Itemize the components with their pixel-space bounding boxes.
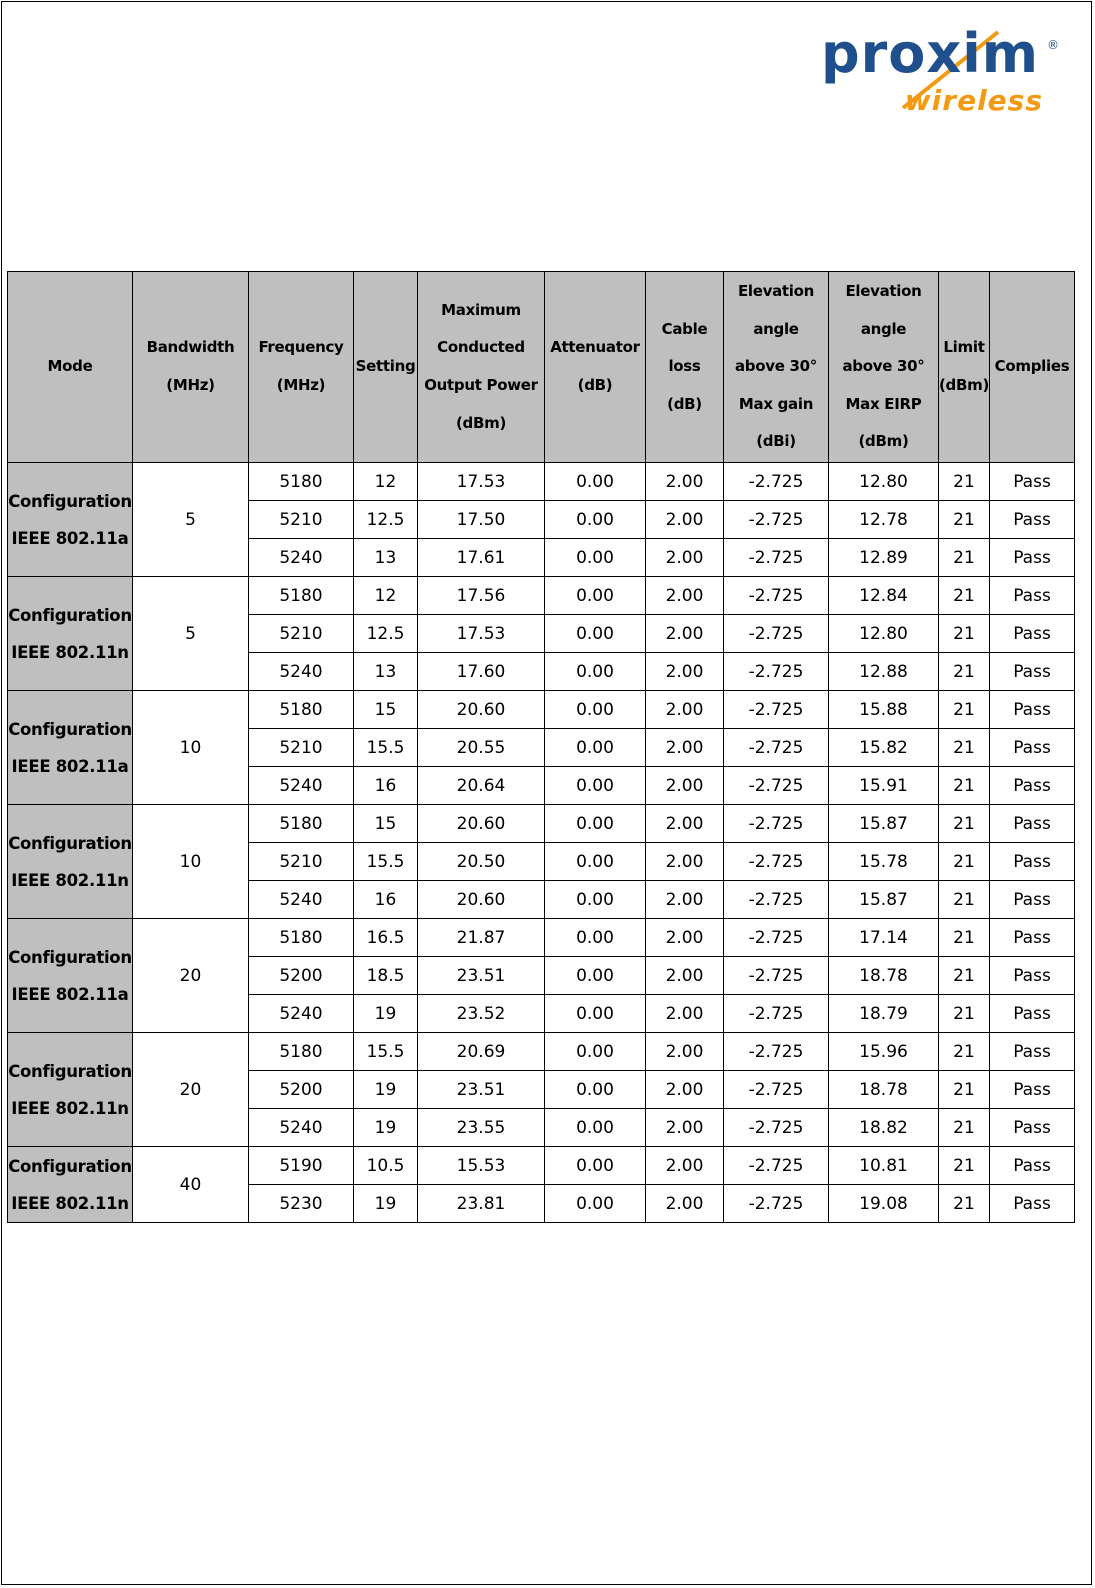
header-limit [939,272,990,463]
setting-cell: 15.5 [354,843,418,881]
cable-loss-cell: 2.00 [646,1071,724,1109]
max-gain-cell: -2.725 [724,1033,829,1071]
header-frequency [249,272,354,463]
header-line: angle [753,319,799,338]
complies-cell: Pass [990,843,1075,881]
complies-cell: Pass [990,1033,1075,1071]
max-output-power-cell: 20.69 [418,1033,545,1071]
header-mode [8,272,133,463]
max-gain-cell: -2.725 [724,577,829,615]
frequency-cell: 5240 [249,881,354,919]
limit-cell: 21 [939,539,990,577]
max-output-power-cell: 20.60 [418,691,545,729]
max-output-power-cell: 21.87 [418,919,545,957]
table-row [8,919,1075,957]
cable-loss-cell: 2.00 [646,919,724,957]
attenuator-cell: 0.00 [545,1071,646,1109]
frequency-cell: 5240 [249,1109,354,1147]
limit-cell: 21 [939,1185,990,1223]
limit-cell: 21 [939,957,990,995]
max-eirp-cell: 12.89 [829,539,939,577]
attenuator-cell: 0.00 [545,1033,646,1071]
header-line: Limit [943,338,985,357]
attenuator-cell: 0.00 [545,501,646,539]
header-bandwidth [133,272,249,463]
header-line: above 30° [734,357,817,376]
complies-cell: Pass [990,653,1075,691]
max-gain-cell: -2.725 [724,691,829,729]
attenuator-cell: 0.00 [545,1109,646,1147]
max-eirp-cell: 15.91 [829,767,939,805]
max-output-power-cell: 20.60 [418,881,545,919]
limit-cell: 21 [939,501,990,539]
complies-cell: Pass [990,919,1075,957]
cable-loss-cell: 2.00 [646,691,724,729]
cable-loss-cell: 2.00 [646,1109,724,1147]
max-gain-cell: -2.725 [724,539,829,577]
max-gain-cell: -2.725 [724,463,829,501]
setting-cell: 12 [354,463,418,501]
complies-cell: Pass [990,691,1075,729]
header-max-eirp [829,272,939,463]
attenuator-cell: 0.00 [545,843,646,881]
cable-loss-cell: 2.00 [646,577,724,615]
max-eirp-cell: 12.88 [829,653,939,691]
attenuator-cell: 0.00 [545,957,646,995]
mode-line: Configuration [8,947,132,967]
complies-cell: Pass [990,995,1075,1033]
max-eirp-cell: 12.80 [829,615,939,653]
header-line: Max gain [738,394,814,413]
max-output-power-cell: 20.60 [418,805,545,843]
max-eirp-cell: 18.79 [829,995,939,1033]
max-output-power-cell: 23.55 [418,1109,545,1147]
max-output-power-cell: 20.55 [418,729,545,767]
attenuator-cell: 0.00 [545,919,646,957]
setting-cell: 16 [354,881,418,919]
mode-line: IEEE 802.11a [11,984,129,1004]
complies-cell: Pass [990,539,1075,577]
max-output-power-cell: 17.60 [418,653,545,691]
max-eirp-cell: 17.14 [829,919,939,957]
complies-cell: Pass [990,1147,1075,1185]
table-row [8,577,1075,615]
header-line: Bandwidth [146,338,235,357]
logo-brand-text: proxim [821,22,1039,85]
max-gain-cell: -2.725 [724,1109,829,1147]
max-eirp-cell: 10.81 [829,1147,939,1185]
setting-cell: 13 [354,539,418,577]
max-gain-cell: -2.725 [724,843,829,881]
max-gain-cell: -2.725 [724,957,829,995]
max-output-power-cell: 23.51 [418,957,545,995]
attenuator-cell: 0.00 [545,1185,646,1223]
header-row [8,272,1075,463]
complies-cell: Pass [990,729,1075,767]
max-gain-cell: -2.725 [724,919,829,957]
mode-cell [8,691,133,805]
attenuator-cell: 0.00 [545,995,646,1033]
attenuator-cell: 0.00 [545,463,646,501]
max-eirp-cell: 15.88 [829,691,939,729]
max-eirp-cell: 15.87 [829,881,939,919]
cable-loss-cell: 2.00 [646,881,724,919]
max-output-power-cell: 17.50 [418,501,545,539]
frequency-cell: 5240 [249,767,354,805]
max-gain-cell: -2.725 [724,615,829,653]
attenuator-cell: 0.00 [545,577,646,615]
max-gain-cell: -2.725 [724,1071,829,1109]
complies-cell: Pass [990,881,1075,919]
setting-cell: 16.5 [354,919,418,957]
attenuator-cell: 0.00 [545,729,646,767]
complies-cell: Pass [990,615,1075,653]
max-output-power-cell: 20.64 [418,767,545,805]
header-line: (dB) [577,376,613,394]
header-line: Conducted [437,338,525,357]
complies-cell: Pass [990,577,1075,615]
attenuator-cell: 0.00 [545,539,646,577]
cable-loss-cell: 2.00 [646,539,724,577]
mode-cell [8,919,133,1033]
max-eirp-cell: 15.87 [829,805,939,843]
max-eirp-cell: 12.84 [829,577,939,615]
limit-cell: 21 [939,653,990,691]
frequency-cell: 5240 [249,539,354,577]
setting-cell: 19 [354,1071,418,1109]
header-line: (dBi) [756,432,796,451]
attenuator-cell: 0.00 [545,767,646,805]
attenuator-cell: 0.00 [545,805,646,843]
limit-cell: 21 [939,1109,990,1147]
header-line: Attenuator [550,338,640,357]
max-gain-cell: -2.725 [724,995,829,1033]
table-row [8,691,1075,729]
frequency-cell: 5200 [249,957,354,995]
mode-line: Configuration [8,833,132,853]
header-line: loss [668,357,701,376]
max-output-power-cell: 17.53 [418,463,545,501]
setting-cell: 12.5 [354,615,418,653]
max-gain-cell: -2.725 [724,1185,829,1223]
max-output-power-cell: 20.50 [418,843,545,881]
header-line: Cable [661,319,708,338]
setting-cell: 12 [354,577,418,615]
cable-loss-cell: 2.00 [646,995,724,1033]
frequency-cell: 5180 [249,577,354,615]
max-output-power-cell: 23.51 [418,1071,545,1109]
max-gain-cell: -2.725 [724,729,829,767]
max-gain-cell: -2.725 [724,1147,829,1185]
setting-cell: 15.5 [354,729,418,767]
limit-cell: 21 [939,729,990,767]
bandwidth-cell: 20 [133,1033,249,1147]
header-cable-loss [646,272,724,463]
setting-cell: 15 [354,691,418,729]
mode-line: IEEE 802.11n [11,642,129,662]
max-gain-cell: -2.725 [724,881,829,919]
setting-cell: 16 [354,767,418,805]
cable-loss-cell: 2.00 [646,843,724,881]
complies-cell: Pass [990,1071,1075,1109]
mode-cell [8,463,133,577]
header-max-output-power [418,272,545,463]
frequency-cell: 5180 [249,691,354,729]
attenuator-cell: 0.00 [545,1147,646,1185]
max-gain-cell: -2.725 [724,501,829,539]
bandwidth-cell: 40 [133,1147,249,1223]
header-line: Mode [47,357,93,376]
mode-line: Configuration [8,491,132,511]
max-output-power-cell: 17.61 [418,539,545,577]
mode-line: Configuration [8,1156,132,1176]
setting-cell: 15.5 [354,1033,418,1071]
mode-cell [8,805,133,919]
table-row [8,1147,1075,1185]
limit-cell: 21 [939,1033,990,1071]
bandwidth-cell: 10 [133,805,249,919]
max-eirp-cell: 12.80 [829,463,939,501]
limit-cell: 21 [939,805,990,843]
mode-cell [8,1033,133,1147]
mode-line: Configuration [8,605,132,625]
header-line: (dBm) [455,413,506,432]
max-gain-cell: -2.725 [724,767,829,805]
cable-loss-cell: 2.00 [646,1185,724,1223]
header-complies [990,272,1075,463]
limit-cell: 21 [939,995,990,1033]
setting-cell: 12.5 [354,501,418,539]
cable-loss-cell: 2.00 [646,653,724,691]
frequency-cell: 5210 [249,501,354,539]
bandwidth-cell: 5 [133,463,249,577]
limit-cell: 21 [939,615,990,653]
frequency-cell: 5210 [249,729,354,767]
cable-loss-cell: 2.00 [646,1033,724,1071]
frequency-cell: 5240 [249,995,354,1033]
header-line: (dB) [667,394,702,413]
attenuator-cell: 0.00 [545,653,646,691]
limit-cell: 21 [939,463,990,501]
frequency-cell: 5180 [249,919,354,957]
cable-loss-cell: 2.00 [646,615,724,653]
header-line: Maximum [441,300,521,319]
bandwidth-cell: 20 [133,919,249,1033]
cable-loss-cell: 2.00 [646,729,724,767]
complies-cell: Pass [990,1109,1075,1147]
complies-cell: Pass [990,501,1075,539]
max-gain-cell: -2.725 [724,653,829,691]
header-line: (dBm) [939,376,990,394]
limit-cell: 21 [939,1071,990,1109]
max-eirp-cell: 15.82 [829,729,939,767]
attenuator-cell: 0.00 [545,691,646,729]
mode-line: Configuration [8,719,132,739]
mode-cell [8,577,133,691]
setting-cell: 13 [354,653,418,691]
frequency-cell: 5180 [249,805,354,843]
header-line: Max EIRP [845,394,922,413]
max-output-power-cell: 17.53 [418,615,545,653]
header-line: Elevation [845,282,922,301]
complies-cell: Pass [990,767,1075,805]
frequency-cell: 5230 [249,1185,354,1223]
setting-cell: 15 [354,805,418,843]
attenuator-cell: 0.00 [545,615,646,653]
mode-line: IEEE 802.11a [11,528,129,548]
bandwidth-cell: 5 [133,577,249,691]
setting-cell: 19 [354,1185,418,1223]
mode-line: Configuration [8,1061,132,1081]
setting-cell: 10.5 [354,1147,418,1185]
setting-cell: 19 [354,995,418,1033]
mode-line: IEEE 802.11n [11,870,129,890]
proxim-wireless-logo [821,24,1061,124]
table-row [8,805,1075,843]
frequency-cell: 5180 [249,463,354,501]
max-gain-cell: -2.725 [724,805,829,843]
limit-cell: 21 [939,881,990,919]
setting-cell: 19 [354,1109,418,1147]
cable-loss-cell: 2.00 [646,805,724,843]
max-output-power-cell: 23.52 [418,995,545,1033]
bandwidth-cell: 10 [133,691,249,805]
cable-loss-cell: 2.00 [646,767,724,805]
max-eirp-cell: 18.82 [829,1109,939,1147]
complies-cell: Pass [990,463,1075,501]
header-line: (MHz) [276,376,326,394]
logo-sub-text: wireless [904,84,1043,117]
complies-cell: Pass [990,1185,1075,1223]
complies-cell: Pass [990,957,1075,995]
header-setting [354,272,418,463]
limit-cell: 21 [939,919,990,957]
header-attenuator [545,272,646,463]
header-line: Frequency [258,338,344,357]
frequency-cell: 5210 [249,843,354,881]
setting-cell: 18.5 [354,957,418,995]
mode-line: IEEE 802.11n [11,1193,129,1213]
max-eirp-cell: 15.78 [829,843,939,881]
mode-line: IEEE 802.11a [11,756,129,776]
frequency-cell: 5240 [249,653,354,691]
max-eirp-cell: 15.96 [829,1033,939,1071]
cable-loss-cell: 2.00 [646,957,724,995]
header-line: (dBm) [858,432,909,451]
max-output-power-cell: 15.53 [418,1147,545,1185]
max-eirp-cell: 18.78 [829,1071,939,1109]
frequency-cell: 5180 [249,1033,354,1071]
limit-cell: 21 [939,691,990,729]
limit-cell: 21 [939,843,990,881]
results-table [7,271,1075,1223]
max-eirp-cell: 12.78 [829,501,939,539]
limit-cell: 21 [939,577,990,615]
header-line: Elevation [737,282,815,301]
max-eirp-cell: 18.78 [829,957,939,995]
cable-loss-cell: 2.00 [646,463,724,501]
max-eirp-cell: 19.08 [829,1185,939,1223]
table-row [8,463,1075,501]
frequency-cell: 5190 [249,1147,354,1185]
header-line: (MHz) [166,376,215,394]
header-line: Output Power [424,376,538,394]
header-line: Complies [994,357,1070,376]
header-line: above 30° [842,357,925,376]
limit-cell: 21 [939,767,990,805]
limit-cell: 21 [939,1147,990,1185]
logo-registered-mark: ® [1047,38,1059,52]
frequency-cell: 5210 [249,615,354,653]
header-max-gain [724,272,829,463]
cable-loss-cell: 2.00 [646,1147,724,1185]
frequency-cell: 5200 [249,1071,354,1109]
max-output-power-cell: 23.81 [418,1185,545,1223]
max-output-power-cell: 17.56 [418,577,545,615]
mode-line: IEEE 802.11n [11,1098,129,1118]
cable-loss-cell: 2.00 [646,501,724,539]
table-body [8,463,1075,1223]
attenuator-cell: 0.00 [545,881,646,919]
mode-cell [8,1147,133,1223]
complies-cell: Pass [990,805,1075,843]
table-row [8,1033,1075,1071]
header-line: Setting [355,357,416,376]
header-line: angle [860,319,907,338]
